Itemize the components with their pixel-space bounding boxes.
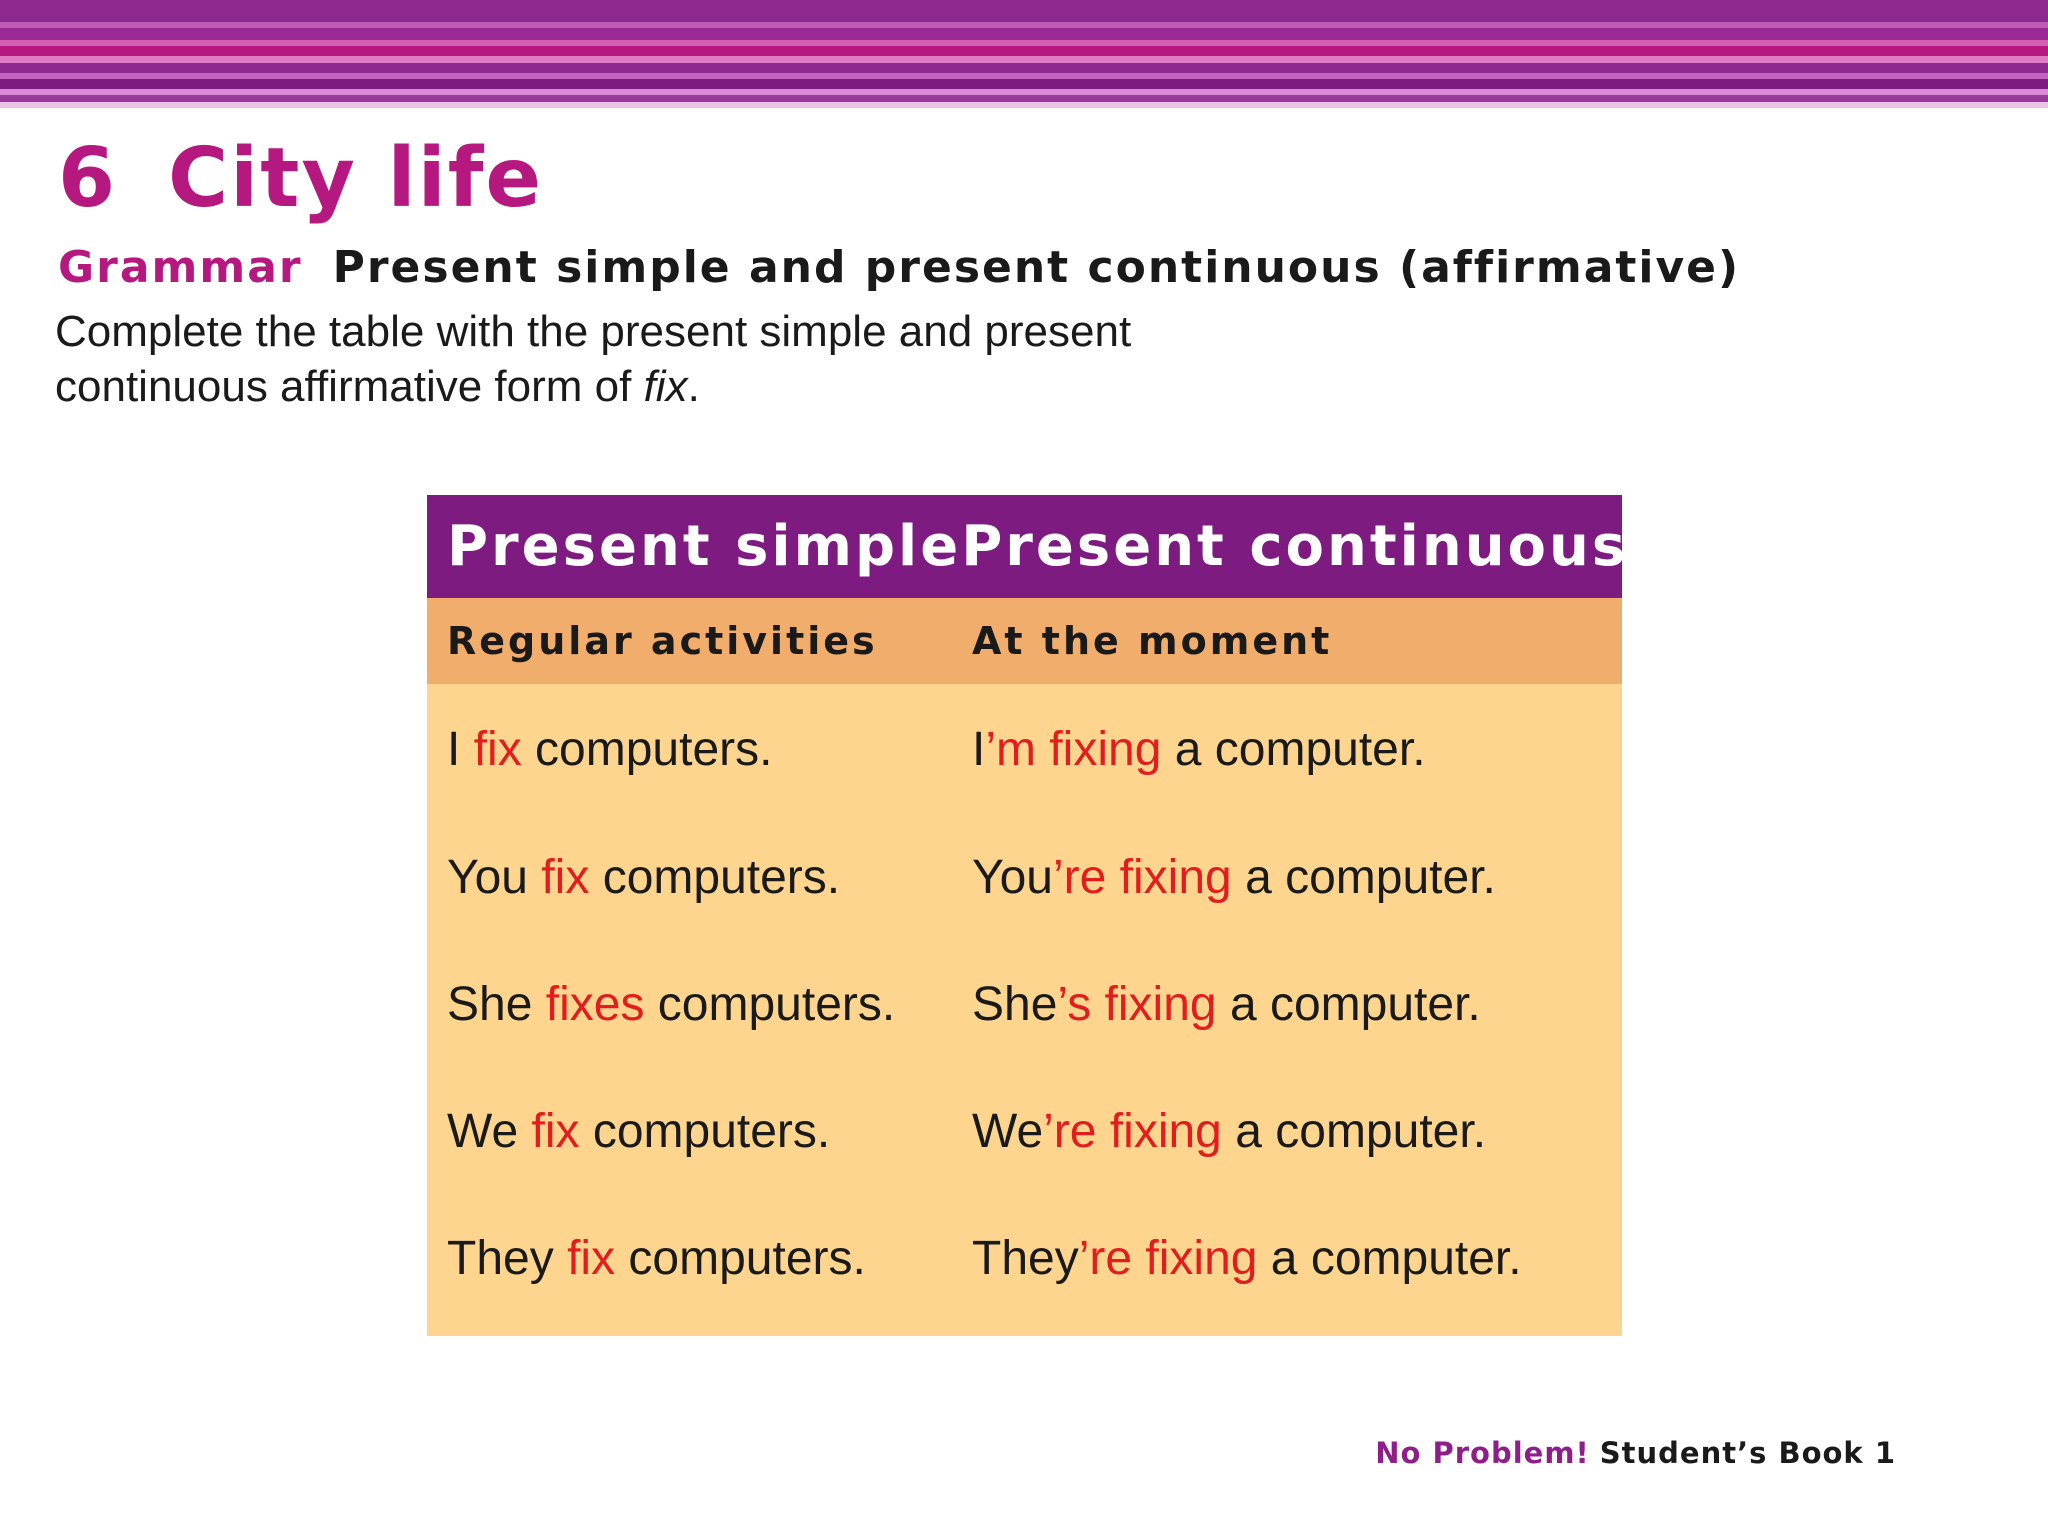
answer-verb: ’m fixing — [985, 722, 1162, 776]
subheader-at-the-moment: At the moment — [972, 619, 1333, 663]
subject: You — [972, 851, 1053, 904]
top-stripe-banner — [0, 0, 2048, 108]
unit-number: 6 — [58, 131, 118, 226]
grammar-table — [427, 495, 1629, 1336]
object: computers. — [535, 722, 773, 776]
object: computers. — [628, 1232, 866, 1285]
object: computers. — [657, 978, 896, 1031]
subheader-regular-activities: Regular activities — [447, 619, 878, 663]
object: a computer. — [1174, 722, 1426, 776]
continuous-cell — [972, 722, 1622, 777]
section-heading — [58, 242, 1740, 295]
simple-cell — [427, 1104, 972, 1159]
table-subheader-row — [427, 598, 1622, 684]
answer-verb: ’s fixing — [1057, 978, 1217, 1031]
subject: I — [447, 722, 461, 776]
unit-title-text: City life — [168, 131, 543, 226]
unit-title — [58, 131, 543, 226]
answer-verb: fixes — [545, 978, 645, 1031]
answer-verb: fix — [541, 851, 590, 904]
subject: They — [972, 1232, 1079, 1285]
object: computers. — [592, 1105, 831, 1158]
subject: We — [447, 1105, 519, 1158]
object: a computer. — [1245, 851, 1496, 904]
table-row — [427, 1195, 1622, 1322]
table-row — [427, 814, 1622, 941]
footer-book-title: Student’s Book 1 — [1599, 1436, 1896, 1470]
section-topic: Present simple and present continuous (affirmative) — [332, 242, 1741, 293]
instruction-word: fix — [643, 362, 688, 411]
instructions — [55, 304, 1155, 414]
footer — [1375, 1436, 1896, 1470]
object: computers. — [602, 851, 841, 904]
continuous-cell — [972, 1104, 1622, 1159]
footer-brand: No Problem! — [1375, 1436, 1590, 1470]
continuous-cell — [972, 1231, 1622, 1286]
subject: She — [972, 978, 1058, 1031]
subject: I — [972, 722, 986, 776]
answer-verb: fix — [531, 1105, 580, 1158]
object: a computer. — [1229, 978, 1481, 1031]
answer-verb: fix — [567, 1232, 616, 1285]
subject: She — [447, 978, 533, 1031]
answer-verb: ’re fixing — [1078, 1232, 1258, 1285]
instruction-end: . — [687, 362, 700, 411]
table-body — [427, 684, 1622, 1336]
simple-cell — [427, 1231, 972, 1286]
subject: We — [972, 1105, 1044, 1158]
table-row — [427, 1068, 1622, 1195]
answer-verb: ’re fixing — [1053, 851, 1232, 904]
simple-cell — [427, 850, 972, 905]
header-present-continuous: Present continuous — [961, 514, 1629, 579]
simple-cell — [427, 722, 972, 777]
continuous-cell — [972, 977, 1622, 1032]
continuous-cell — [972, 850, 1622, 905]
instruction-text: Complete the table with the present simple and present continuous affirmative form of — [55, 307, 1132, 411]
object: a computer. — [1235, 1105, 1487, 1158]
section-label: Grammar — [58, 242, 303, 293]
simple-cell — [427, 977, 972, 1032]
answer-verb: fix — [473, 722, 522, 776]
subject: They — [447, 1232, 554, 1285]
table-row — [427, 684, 1622, 814]
table-header-row — [427, 495, 1629, 598]
object: a computer. — [1270, 1232, 1522, 1285]
header-present-simple: Present simple — [447, 514, 962, 579]
subject: You — [447, 851, 528, 904]
answer-verb: ’re fixing — [1043, 1105, 1222, 1158]
table-row — [427, 941, 1622, 1068]
